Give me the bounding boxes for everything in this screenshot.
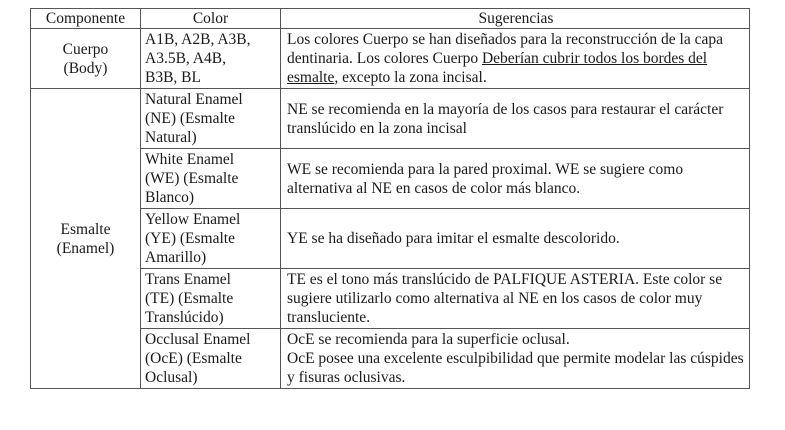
color-line: Occlusal Enamel [145,331,251,348]
color-cell [141,209,281,269]
color-line: (TE) (Esmalte [145,290,234,307]
color-line: Natural Enamel [145,91,243,108]
sugerencia-text: Los colores Cuerpo se han diseñados para la reconstrucción de la capa dentinaria. Los colores Cuerpo [287,31,723,67]
color-line: Trans Enamel [145,271,231,288]
color-line: Blanco) [145,189,195,206]
color-cell [141,89,281,149]
color-line: Yellow Enamel [145,211,241,228]
header-sugerencias: Sugerencias [281,9,750,29]
header-color: Color [141,9,281,29]
group-label-line2: (Body) [63,59,108,77]
color-line: Natural) [145,129,197,146]
group-label-line1: Cuerpo [62,40,109,58]
color-line: B3B, BL [145,69,201,86]
color-line: A1B, A2B, A3B, [145,31,251,48]
header-componente: Componente [31,9,141,29]
group-label-line1: Esmalte [60,220,111,238]
sugerencia-cell [281,29,750,89]
color-cell [141,149,281,209]
color-line: (NE) (Esmalte [145,110,235,127]
color-suggestions-table [30,8,750,389]
color-line: Translúcido) [145,309,224,326]
color-line: (OcE) (Esmalte [145,350,242,367]
sugerencia-line: OcE posee una excelente esculpibilidad que permite modelar las cúspides y fisuras oclusivas. [287,350,744,386]
color-line: (WE) (Esmalte [145,170,239,187]
sugerencia-cell: NE se recomienda en la mayoría de los casos para restaurar el carácter translúcido en la zona incisal [281,89,750,149]
sugerencia-cell: YE se ha diseñado para imitar el esmalte descolorido. [281,209,750,269]
sugerencia-cell [281,329,750,389]
group-label-line2: (Enamel) [56,239,115,257]
color-cell [141,29,281,89]
sugerencia-cell: TE es el tono más translúcido de PALFIQUE ASTERIA. Este color se sugiere utilizarlo como alternativa al NE en los casos de color muy transluciente. [281,269,750,329]
table-row [31,29,750,89]
color-line: (YE) (Esmalte [145,230,235,247]
color-line: Amarillo) [145,249,207,266]
color-line: A3.5B, A4B, [145,50,226,67]
color-cell [141,329,281,389]
sugerencia-text: , excepto la zona incisal. [334,69,487,86]
sugerencia-line: OcE se recomienda para la superficie oclusal. [287,331,570,348]
group-esmalte [31,89,141,389]
header-row [31,9,750,29]
table-row [31,89,750,149]
color-line: Oclusal) [145,369,198,386]
color-line: White Enamel [145,151,235,168]
sugerencia-underlined-text: Deberían cubrir todos los bordes del esmalte [287,50,708,86]
group-cuerpo [31,29,141,89]
sugerencia-cell: WE se recomienda para la pared proximal. WE se sugiere como alternativa al NE en casos de color más blanco. [281,149,750,209]
color-cell [141,269,281,329]
